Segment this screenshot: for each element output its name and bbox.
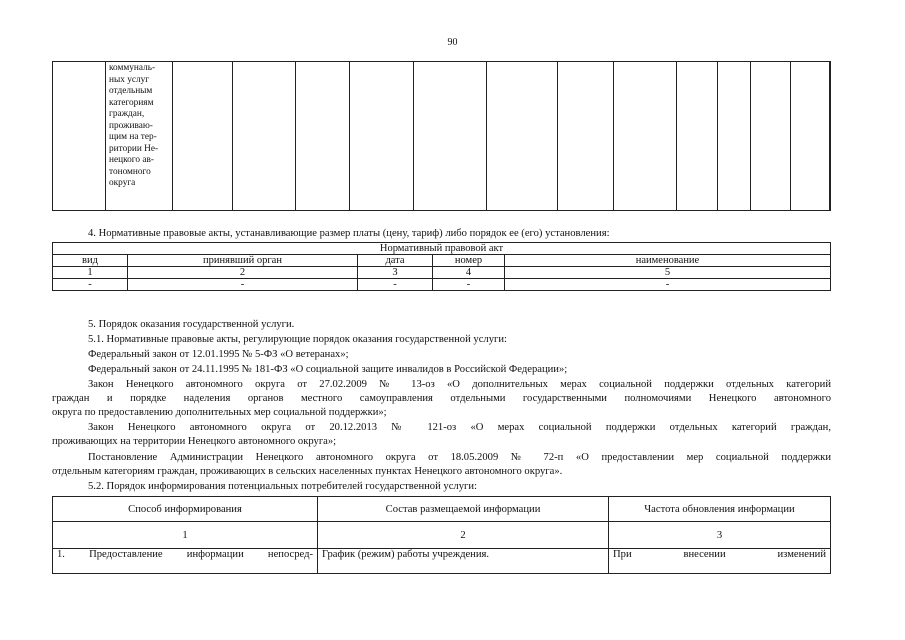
value-cell: - [358, 279, 433, 291]
table-cell [830, 62, 831, 211]
service-description-cell [106, 62, 173, 211]
text-line: округа [109, 178, 136, 188]
value-cell: - [128, 279, 358, 291]
table-cell [677, 62, 718, 211]
number-cell: 5 [505, 267, 831, 279]
table-cell [791, 62, 830, 211]
value-cell: - [53, 279, 128, 291]
law-item-continued: граждан и порядке наделения органов местного самоуправления отдельными государственными полномочиями Ненецкого автономного [52, 393, 831, 404]
section-5-2-heading: 5.2. Порядок информирования потенциальных потребителей государственной услуги: [88, 481, 477, 492]
table-cell [53, 62, 106, 211]
text-line: отдельным [109, 86, 153, 96]
section-5-1-heading: 5.1. Нормативные правовые акты, регулирующие порядок оказания государственной услуги: [88, 334, 507, 345]
law-item: Федеральный закон от 12.01.1995 № 5-ФЗ «О ветеранах»; [88, 349, 349, 360]
value-cell: - [505, 279, 831, 291]
text-line: ритории Не- [109, 143, 159, 154]
update-frequency-cell: При внесении изменений [609, 549, 831, 574]
text-line: нецкого ав- [109, 155, 154, 165]
tariff-acts-table [52, 242, 831, 291]
law-item: Постановление Администрации Ненецкого автономного округа от 18.05.2009 № 72-п «О предоставлении мер социальной поддержки [88, 452, 831, 463]
text-line: граждан, [109, 109, 145, 119]
header-cell: дата [358, 255, 433, 267]
law-item: Закон Ненецкого автономного округа от 27.02.2009 № 13-оз «О дополнительных мерах социальной поддержки отдельных категорий [88, 379, 831, 390]
number-cell: 4 [433, 267, 505, 279]
text-line: коммуналь- [109, 63, 156, 73]
number-cell: 3 [358, 267, 433, 279]
text-line: проживаю- [109, 120, 153, 131]
number-cell: 1 [53, 522, 318, 549]
table-cell [614, 62, 677, 211]
text-line: ных услуг [109, 74, 150, 85]
header-cell: Способ информирования [53, 497, 318, 522]
header-cell: принявший орган [128, 255, 358, 267]
number-cell: 2 [318, 522, 609, 549]
value-cell: - [433, 279, 505, 291]
table-cell [558, 62, 614, 211]
law-item: Закон Ненецкого автономного округа от 20.12.2013 № 121-оз «О мерах социальной поддержки отдельных категорий граждан, [88, 422, 831, 433]
law-item-continued: проживающих на территории Ненецкого автономного округа»; [52, 436, 337, 447]
continued-services-table [52, 61, 831, 211]
text-line: щим на тер- [109, 132, 157, 142]
number-cell: 2 [128, 267, 358, 279]
section-4-heading: 4. Нормативные правовые акты, устанавливающие размер платы (цену, тариф) либо порядок ее (его) установления: [88, 228, 610, 239]
table-cell [414, 62, 487, 211]
page-number: 90 [447, 37, 458, 48]
section-5-heading: 5. Порядок оказания государственной услуги. [88, 319, 295, 330]
information-content-cell: График (режим) работы учреждения. [318, 549, 609, 574]
table-cell [173, 62, 233, 211]
header-cell: Состав размещаемой информации [318, 497, 609, 522]
table-caption: Нормативный правовой акт [53, 243, 831, 255]
law-item-continued: отдельным категориям граждан, проживающих в сельских населенных пунктах Ненецкого автономного округа». [52, 466, 563, 477]
header-cell: вид [53, 255, 128, 267]
table-cell [233, 62, 296, 211]
table-cell [487, 62, 558, 211]
header-cell: номер [433, 255, 505, 267]
table-cell [718, 62, 751, 211]
number-cell: 1 [53, 267, 128, 279]
law-item-continued: округа по предоставлению дополнительных мер социальной поддержки»; [52, 407, 387, 418]
header-cell: Частота обновления информации [609, 497, 831, 522]
table-cell [751, 62, 791, 211]
text-line: тономного [109, 166, 151, 177]
number-cell: 3 [609, 522, 831, 549]
informing-method-cell: 1. Предоставление информации непосред- [53, 549, 318, 574]
law-item: Федеральный закон от 24.11.1995 № 181-ФЗ «О социальной защите инвалидов в Российской Федерации»; [88, 364, 568, 375]
table-cell [296, 62, 350, 211]
informing-procedure-table [52, 496, 831, 574]
text-line: категориям [109, 97, 154, 108]
table-cell [350, 62, 414, 211]
header-cell: наименование [505, 255, 831, 267]
